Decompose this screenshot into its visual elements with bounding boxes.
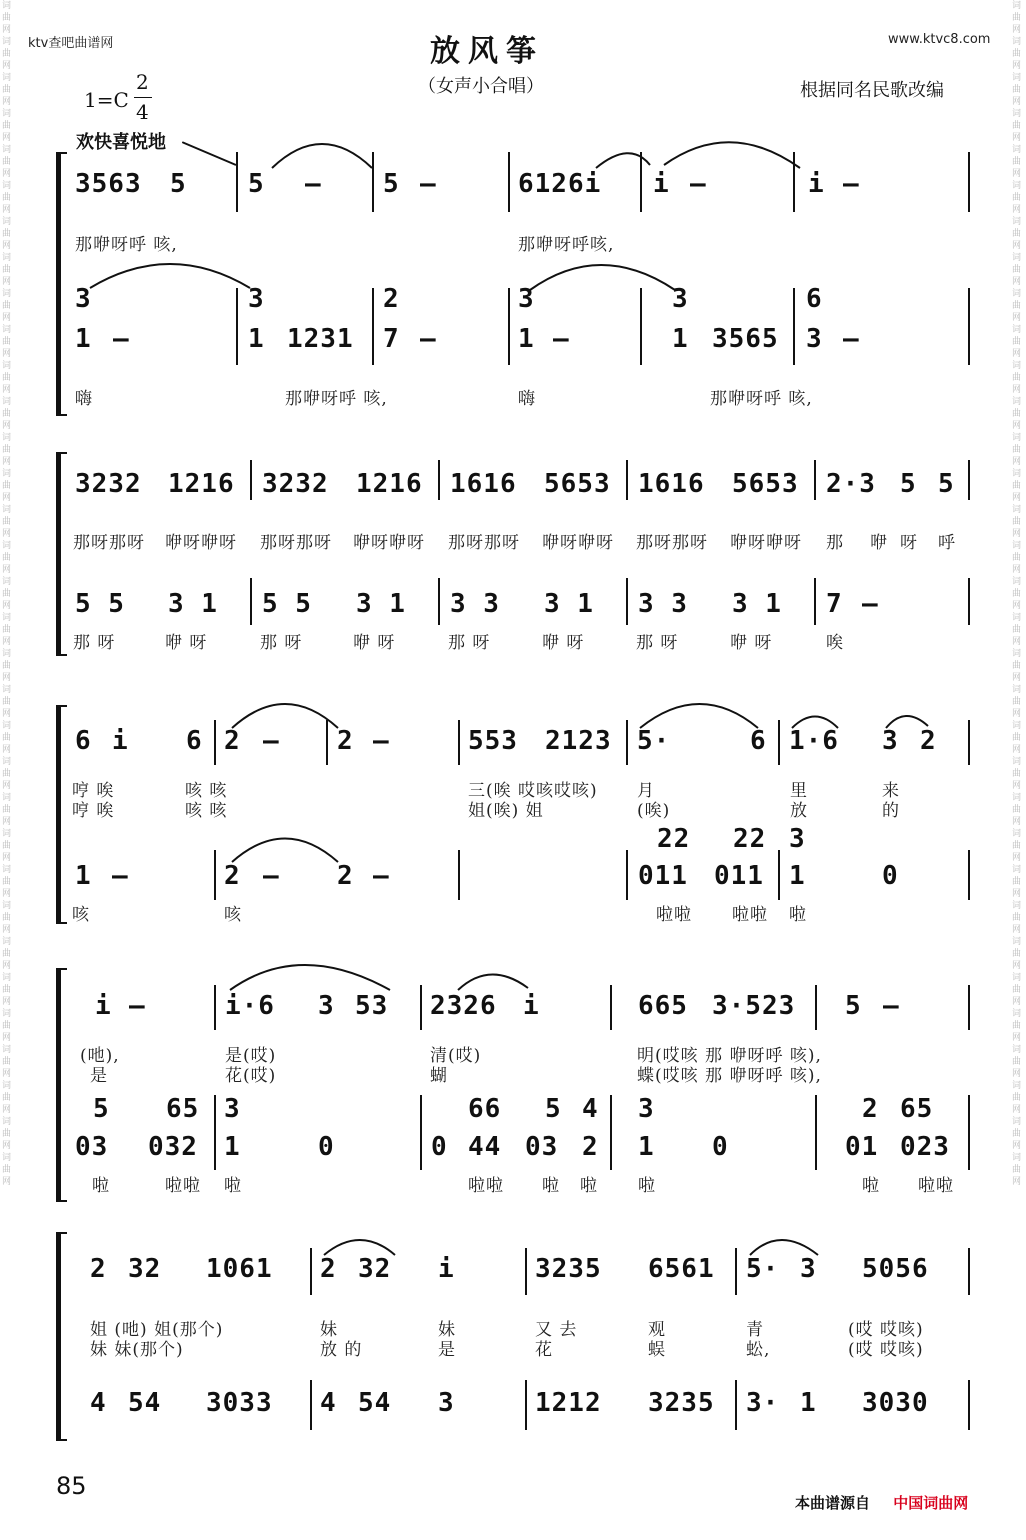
note-group: 4: [90, 1388, 107, 1418]
note-group: –: [373, 861, 390, 891]
lyric-text: (哎 哎咳): [848, 1340, 924, 1360]
lyric-text: 花(哎): [225, 1066, 277, 1086]
lyric-text: 又 去: [535, 1320, 578, 1340]
note-group: 011: [714, 861, 764, 891]
lyric-text: 咿呀咿呀: [165, 533, 237, 553]
note-group: –: [862, 589, 879, 619]
lyric-text: 的: [882, 801, 900, 821]
note-group: 3030: [862, 1388, 929, 1418]
lyric-text: 明(哎咳 那 咿呀呼 咳),: [637, 1046, 822, 1066]
note-group: 3232: [75, 469, 142, 499]
lyric-text: 呼: [938, 533, 956, 553]
note-group: 2: [582, 1132, 599, 1162]
lyric-text: 唉: [826, 633, 844, 653]
lyric-text: 那呀那呀: [636, 533, 708, 553]
note-group: 2: [337, 726, 354, 756]
note-group: 5 5: [75, 589, 125, 619]
note-group: –: [112, 861, 129, 891]
note-group: 6: [75, 726, 92, 756]
lyric-text: 三(唉 哎咳哎咳): [468, 781, 598, 801]
tempo-marking: 欢快喜悦地: [76, 132, 166, 153]
note-group: 22: [733, 824, 767, 854]
lyric-text: 咿: [870, 533, 888, 553]
note-group: 66: [468, 1094, 502, 1124]
note-group: 6: [806, 284, 823, 314]
note-group: 2: [90, 1254, 107, 1284]
note-group: 3: [75, 284, 92, 314]
lyric-text: 蝶(哎咳 那 咿呀呼 咳),: [637, 1066, 822, 1086]
note-group: –: [113, 324, 130, 354]
note-group: 023: [900, 1132, 950, 1162]
lyric-text: 放 的: [320, 1340, 363, 1360]
note-group: 1212: [535, 1388, 602, 1418]
note-group: 3: [248, 284, 265, 314]
note-group: 6561: [648, 1254, 715, 1284]
source-site-link[interactable]: 中国词曲网: [893, 1494, 969, 1512]
lyric-text: 蜈: [648, 1340, 666, 1360]
note-group: 3 1: [168, 589, 218, 619]
lyric-text: 蚣,: [746, 1340, 771, 1360]
lyric-text: (唉): [637, 801, 671, 821]
note-group: 3232: [262, 469, 329, 499]
lyric-text: 花: [535, 1340, 553, 1360]
note-group: 1061: [206, 1254, 273, 1284]
song-title: 放风筝: [430, 34, 544, 69]
note-group: 3563: [75, 169, 142, 199]
note-group: 32: [358, 1254, 392, 1284]
note-group: 1: [789, 861, 806, 891]
note-group: 1: [248, 324, 265, 354]
note-group: –: [373, 726, 390, 756]
note-group: 5: [845, 991, 862, 1021]
lyric-text: 青: [746, 1320, 764, 1340]
note-group: 5: [93, 1094, 110, 1124]
note-group: 5056: [862, 1254, 929, 1284]
note-group: –: [843, 324, 860, 354]
lyric-text: 姐 (吔) 姐(那个): [90, 1320, 224, 1340]
left-site-label: ktv查吧曲谱网: [28, 36, 114, 51]
note-group: 2123: [545, 726, 612, 756]
lyric-text: 咳: [72, 905, 90, 925]
note-group: –: [690, 169, 707, 199]
note-group: 2: [224, 861, 241, 891]
note-group: 54: [358, 1388, 392, 1418]
lyric-text: (哎 哎咳): [848, 1320, 924, 1340]
note-group: 011: [638, 861, 688, 891]
right-site-label: www.ktvc8.com: [888, 32, 991, 47]
lyric-text: 啦啦: [918, 1176, 954, 1196]
source-prefix: 本曲谱源自: [795, 1494, 871, 1512]
note-group: i: [523, 991, 540, 1021]
note-group: 3·523: [712, 991, 796, 1021]
lyric-text: 啦: [580, 1176, 598, 1196]
lyric-text: 咳: [224, 905, 242, 925]
note-group: 44: [468, 1132, 502, 1162]
note-group: 3565: [712, 324, 779, 354]
note-group: 0: [882, 861, 899, 891]
note-group: 3033: [206, 1388, 273, 1418]
note-group: 1: [75, 324, 92, 354]
note-group: 1: [75, 861, 92, 891]
note-group: 6: [750, 726, 767, 756]
note-group: 6126i: [518, 169, 602, 199]
lyric-text: 啦啦: [468, 1176, 504, 1196]
note-group: 0: [431, 1132, 448, 1162]
note-group: 01: [845, 1132, 879, 1162]
note-group: i: [95, 991, 112, 1021]
lyric-text: 是(哎): [225, 1046, 277, 1066]
note-group: 2·3: [826, 469, 876, 499]
lyric-text: 啦: [542, 1176, 560, 1196]
lyric-text: 嗨: [518, 389, 536, 409]
note-group: 53: [355, 991, 389, 1021]
lyric-text: 咿 呀: [165, 633, 208, 653]
arranger-note: 根据同名民歌改编: [800, 80, 944, 101]
note-group: 5 5: [262, 589, 312, 619]
note-group: 3 3: [638, 589, 688, 619]
note-group: 3 1: [356, 589, 406, 619]
note-group: 0: [318, 1132, 335, 1162]
note-group: i: [808, 169, 825, 199]
note-group: 1616: [450, 469, 517, 499]
note-group: 0: [712, 1132, 729, 1162]
note-group: –: [420, 169, 437, 199]
note-group: i: [653, 169, 670, 199]
note-group: 65: [900, 1094, 934, 1124]
lyric-text: 是: [90, 1066, 108, 1086]
note-group: 553: [468, 726, 518, 756]
note-group: 3·: [746, 1388, 780, 1418]
source-credit: [795, 1492, 968, 1513]
lyric-text: 啦: [789, 905, 807, 925]
lyric-text: 哼 唉: [72, 781, 115, 801]
lyric-text: 妹: [438, 1320, 456, 1340]
note-group: 5653: [544, 469, 611, 499]
note-group: 3 3: [450, 589, 500, 619]
lyric-text: 哼 唉: [72, 801, 115, 821]
lyric-text: 咿呀咿呀: [730, 533, 802, 553]
lyric-text: 啦: [638, 1176, 656, 1196]
note-group: –: [305, 169, 322, 199]
note-group: 3: [789, 824, 806, 854]
note-group: 22: [657, 824, 691, 854]
note-group: –: [263, 861, 280, 891]
note-group: 2: [383, 284, 400, 314]
note-group: 7: [826, 589, 843, 619]
lyric-text: 蝴: [430, 1066, 448, 1086]
note-group: –: [883, 991, 900, 1021]
note-group: 1: [224, 1132, 241, 1162]
note-group: 2: [920, 726, 937, 756]
note-group: 4: [582, 1094, 599, 1124]
lyric-text: 咿呀咿呀: [353, 533, 425, 553]
note-group: –: [843, 169, 860, 199]
note-group: 5·: [637, 726, 671, 756]
note-group: 4: [320, 1388, 337, 1418]
left-edge-watermark: 词曲网词曲网词曲网词曲网词曲网词曲网词曲网词曲网词曲网词曲网词曲网词曲网词曲网词曲网词曲网词曲网词曲网词曲网词曲网词曲网词曲网词曲网词曲网词曲网词曲网词曲网词曲网词曲网词曲网词曲网词曲网词曲网词曲网: [2, 1, 12, 1187]
lyric-text: 是: [438, 1340, 456, 1360]
note-group: 2: [320, 1254, 337, 1284]
note-group: 1231: [287, 324, 354, 354]
note-group: 2: [337, 861, 354, 891]
note-group: 5653: [732, 469, 799, 499]
lyric-text: 那咿呀呼 咳,: [285, 389, 388, 409]
note-group: 1616: [638, 469, 705, 499]
lyric-text: 那 呀: [636, 633, 679, 653]
note-group: 3: [806, 324, 823, 354]
note-group: 5: [170, 169, 187, 199]
note-group: 03: [75, 1132, 109, 1162]
note-group: i: [438, 1254, 455, 1284]
note-group: –: [263, 726, 280, 756]
time-signature-bottom: 4: [136, 100, 149, 124]
note-group: 1: [800, 1388, 817, 1418]
lyric-text: 啦: [224, 1176, 242, 1196]
note-group: 5: [545, 1094, 562, 1124]
lyric-text: 放: [790, 801, 808, 821]
lyric-text: 那 呀: [260, 633, 303, 653]
note-group: –: [553, 324, 570, 354]
note-group: 1216: [356, 469, 423, 499]
note-group: 3: [638, 1094, 655, 1124]
lyric-text: 清(哎): [430, 1046, 482, 1066]
note-group: 3 1: [544, 589, 594, 619]
note-group: 54: [128, 1388, 162, 1418]
lyric-text: 那呀那呀: [73, 533, 145, 553]
song-subtitle: （女声小合唱）: [418, 76, 544, 97]
note-group: 1: [518, 324, 535, 354]
lyric-text: 那咿呀呼 咳,: [75, 235, 178, 255]
note-group: i·6: [225, 991, 275, 1021]
lyric-text: 那 呀: [73, 633, 116, 653]
lyric-text: 里: [790, 781, 808, 801]
lyric-text: 那: [826, 533, 844, 553]
note-group: 3: [438, 1388, 455, 1418]
note-group: 2: [224, 726, 241, 756]
note-group: 1: [672, 324, 689, 354]
lyric-text: 啦啦: [732, 905, 768, 925]
note-group: 03: [525, 1132, 559, 1162]
note-group: i: [112, 726, 129, 756]
lyric-text: 那咿呀呼 咳,: [710, 389, 813, 409]
lyric-text: 咿呀咿呀: [542, 533, 614, 553]
lyric-text: 那呀那呀: [448, 533, 520, 553]
lyric-text: 嗨: [75, 389, 93, 409]
note-group: 1: [638, 1132, 655, 1162]
note-group: 3: [882, 726, 899, 756]
note-group: 2: [862, 1094, 879, 1124]
note-group: 032: [148, 1132, 198, 1162]
time-signature-top: 2: [136, 70, 149, 94]
note-group: 2326: [430, 991, 497, 1021]
lyric-text: (吔),: [80, 1046, 120, 1066]
key-signature: 1=C: [84, 88, 129, 112]
note-group: 665: [638, 991, 688, 1021]
lyric-text: 啦: [862, 1176, 880, 1196]
note-group: 3: [672, 284, 689, 314]
note-group: 5: [248, 169, 265, 199]
note-group: 5: [383, 169, 400, 199]
lyric-text: 来: [882, 781, 900, 801]
lyric-text: 那咿呀呼咳,: [518, 235, 615, 255]
lyric-text: 妹: [320, 1320, 338, 1340]
note-group: –: [129, 991, 146, 1021]
lyric-text: 妹 妹(那个): [90, 1340, 184, 1360]
lyric-text: 那 呀: [448, 633, 491, 653]
lyric-text: 呀: [900, 533, 918, 553]
note-group: –: [420, 324, 437, 354]
lyric-text: 啦啦: [656, 905, 692, 925]
lyric-text: 咿 呀: [353, 633, 396, 653]
note-group: 5: [938, 469, 955, 499]
note-group: 65: [166, 1094, 200, 1124]
note-group: 3235: [535, 1254, 602, 1284]
note-group: 3: [800, 1254, 817, 1284]
lyric-text: 咳 咳: [185, 781, 228, 801]
lyric-text: 咿 呀: [730, 633, 773, 653]
right-edge-watermark: 词曲网词曲网词曲网词曲网词曲网词曲网词曲网词曲网词曲网词曲网词曲网词曲网词曲网词曲网词曲网词曲网词曲网词曲网词曲网词曲网词曲网词曲网词曲网词曲网词曲网词曲网词曲网词曲网词曲网词曲网词曲网词曲网词曲网: [1012, 1, 1022, 1187]
note-group: 7: [383, 324, 400, 354]
lyric-text: 观: [648, 1320, 666, 1340]
note-group: 32: [128, 1254, 162, 1284]
lyric-text: 月: [637, 781, 655, 801]
lyric-text: 那呀那呀: [260, 533, 332, 553]
page-number: 85: [56, 1472, 87, 1500]
lyric-text: 啦: [92, 1176, 110, 1196]
note-group: 5: [900, 469, 917, 499]
note-group: 3: [518, 284, 535, 314]
note-group: 3235: [648, 1388, 715, 1418]
note-group: 3: [318, 991, 335, 1021]
note-group: 3 1: [732, 589, 782, 619]
note-group: 1216: [168, 469, 235, 499]
note-group: 3: [224, 1094, 241, 1124]
note-group: 6: [186, 726, 203, 756]
lyric-text: 啦啦: [165, 1176, 201, 1196]
lyric-text: 姐(唉) 姐: [468, 801, 544, 821]
note-group: 5·: [746, 1254, 780, 1284]
note-group: 1·6: [789, 726, 839, 756]
lyric-text: 咿 呀: [542, 633, 585, 653]
lyric-text: 咳 咳: [185, 801, 228, 821]
